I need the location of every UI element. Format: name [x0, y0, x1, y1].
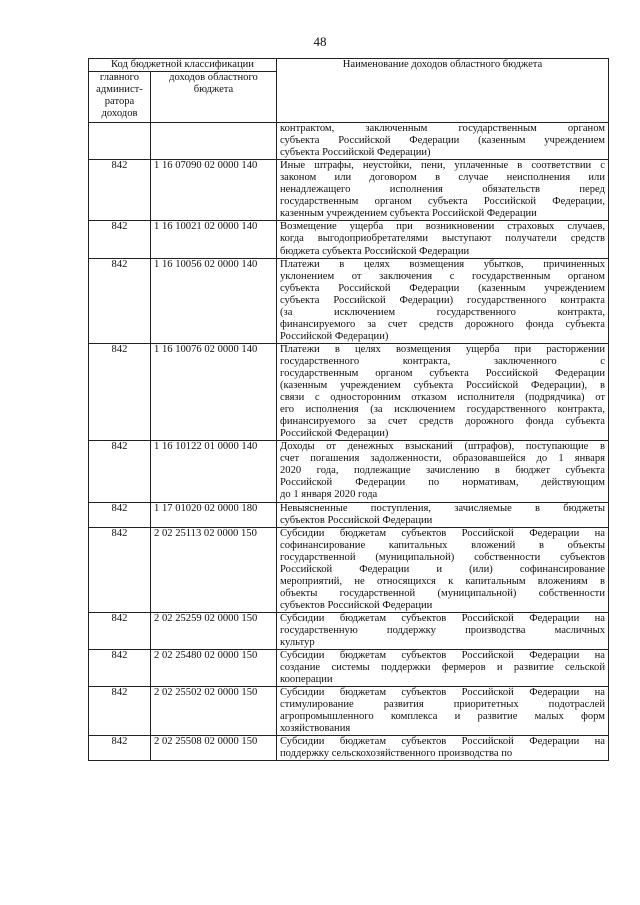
name-line: связи с односторонним отказом исполнителя (подрядчика) от	[280, 392, 605, 404]
name-line: хозяйствования	[280, 723, 351, 735]
table-row	[89, 123, 609, 160]
income-name-cell	[277, 258, 609, 343]
name-line: субъектов Российской Федерации	[280, 599, 433, 611]
name-line: Субсидии бюджетам субъектов Российской Федерации на	[280, 650, 605, 662]
income-name-cell	[277, 160, 609, 221]
name-line: агропромышленного комплекса и развитие малых форм	[280, 711, 605, 723]
income-code-cell: 1 16 10122 01 0000 140	[151, 441, 277, 502]
income-code-cell: 1 17 01020 02 0000 180	[151, 502, 277, 527]
table-body	[89, 123, 609, 761]
table-row	[89, 687, 609, 736]
name-line: финансируемого за счет средств дорожного фонда субъекта	[280, 318, 605, 330]
name-line: казенным учреждением субъекта Российской Федерации	[280, 208, 537, 220]
admin-code-cell: 842	[89, 527, 151, 612]
table-row	[89, 502, 609, 527]
name-line: субъекта Российской Федерации)	[280, 147, 431, 159]
income-code-cell: 2 02 25502 02 0000 150	[151, 687, 277, 736]
budget-classification-table	[88, 58, 609, 761]
income-name-cell	[277, 123, 609, 160]
table-row	[89, 343, 609, 440]
admin-code-cell: 842	[89, 736, 151, 761]
header-admin-column: главного админист-ратора доходов	[89, 72, 151, 123]
admin-code-cell: 842	[89, 502, 151, 527]
name-line: ненадлежащего исполнения обязательств перед	[280, 184, 605, 196]
name-line: государственного контракта, заключенного с	[280, 355, 605, 367]
name-line: Российской Федерации и (или) софинансирование	[280, 563, 605, 575]
income-code-cell: 1 16 10076 02 0000 140	[151, 343, 277, 440]
name-line: уклонением от заключения с государственным органом	[280, 270, 605, 282]
table-row	[89, 650, 609, 687]
name-line: Платежи в целях возмещения ущерба при расторжении	[280, 343, 605, 355]
name-line: (за исключением государственного контракта,	[280, 306, 605, 318]
name-line: Иные штрафы, неустойки, пени, уплаченные в соответствии с	[280, 160, 605, 172]
name-line: мероприятий, не относящихся к капитальным вложениям в	[280, 575, 605, 587]
income-code-cell: 1 16 10056 02 0000 140	[151, 258, 277, 343]
income-name-cell	[277, 687, 609, 736]
admin-code-cell: 842	[89, 441, 151, 502]
name-line: Возмещение ущерба при возникновении страховых случаев,	[280, 221, 605, 233]
table-row	[89, 736, 609, 761]
name-line: Субсидии бюджетам субъектов Российской Федерации на	[280, 527, 605, 539]
name-line: счет погашения задолженности, образовавшейся до 1 января	[280, 453, 605, 465]
name-line: стимулирование развития приоритетных подотраслей	[280, 699, 605, 711]
income-name-cell	[277, 736, 609, 761]
name-line: государственной (муниципальной) собственности субъектов	[280, 551, 605, 563]
table-row	[89, 258, 609, 343]
admin-code-cell: 842	[89, 650, 151, 687]
table-row	[89, 527, 609, 612]
name-line: Российской Федерации по нормативам, действующим	[280, 477, 605, 489]
table-row	[89, 612, 609, 649]
income-code-cell: 1 16 07090 02 0000 140	[151, 160, 277, 221]
header-income-column: доходов областного бюджета	[151, 72, 277, 123]
name-line: поддержку сельскохозяйственного производства по	[280, 748, 513, 760]
income-code-cell	[151, 123, 277, 160]
income-name-cell	[277, 343, 609, 440]
name-line: когда выгодоприобретателями выступают получатели средств	[280, 233, 605, 245]
income-code-cell: 2 02 25480 02 0000 150	[151, 650, 277, 687]
table-row	[89, 160, 609, 221]
income-code-cell: 2 02 25113 02 0000 150	[151, 527, 277, 612]
name-line: создание системы поддержки фермеров и развитие сельской	[280, 662, 605, 674]
income-code-cell: 1 16 10021 02 0000 140	[151, 221, 277, 258]
name-line: его исполнения (за исключением государственного контракта,	[280, 404, 605, 416]
income-name-cell	[277, 650, 609, 687]
income-name-cell	[277, 527, 609, 612]
name-line: Субсидии бюджетам субъектов Российской Федерации на	[280, 687, 605, 699]
name-line: государственным органом субъекта Российской Федерации	[280, 367, 605, 379]
name-line: субъекта Российской Федерации (казенным учреждением	[280, 282, 605, 294]
name-line: софинансирование капитальных вложений в объекты	[280, 539, 605, 551]
header-name-column: Наименование доходов областного бюджета	[277, 59, 609, 123]
table-row	[89, 441, 609, 502]
name-line: законом или договором в случае неисполнения или	[280, 172, 605, 184]
name-line: до 1 января 2020 года	[280, 489, 378, 501]
name-line: финансируемого за счет средств дорожного фонда субъекта	[280, 416, 605, 428]
name-line: субъекта Российской Федерации) государственного контракта	[280, 294, 605, 306]
income-name-cell	[277, 441, 609, 502]
admin-code-cell: 842	[89, 687, 151, 736]
name-line: государственную поддержку производства масличных	[280, 624, 605, 636]
page-number: 48	[313, 34, 327, 49]
name-line: (казенным учреждением субъекта Российской Федерации), в	[280, 380, 605, 392]
name-line: субъектов Российской Федерации	[280, 514, 433, 526]
name-line: культур	[280, 637, 315, 649]
name-line: 2020 года, подлежащие зачислению в бюджет субъекта	[280, 465, 605, 477]
name-line: контрактом, заключенным государственным органом	[280, 123, 605, 135]
name-line: кооперации	[280, 674, 333, 686]
income-name-cell	[277, 221, 609, 258]
admin-code-cell: 842	[89, 258, 151, 343]
income-code-cell: 2 02 25259 02 0000 150	[151, 612, 277, 649]
admin-code-cell: 842	[89, 221, 151, 258]
header-classification-code: Код бюджетной классификации	[89, 59, 277, 72]
name-line: Российской Федерации)	[280, 428, 389, 440]
name-line: субъекта Российской Федерации (казенным учреждением	[280, 135, 605, 147]
name-line: Платежи в целях возмещения убытков, причиненных	[280, 258, 605, 270]
table-row	[89, 221, 609, 258]
name-line: Доходы от денежных взысканий (штрафов), поступающие в	[280, 441, 605, 453]
name-line: бюджета субъекта Российской Федерации	[280, 245, 470, 257]
name-line: Невыясненные поступления, зачисляемые в бюджеты	[280, 502, 605, 514]
admin-code-cell	[89, 123, 151, 160]
income-name-cell	[277, 612, 609, 649]
name-line: объекты государственной (муниципальной) собственности	[280, 587, 605, 599]
income-code-cell: 2 02 25508 02 0000 150	[151, 736, 277, 761]
name-line: Субсидии бюджетам субъектов Российской Федерации на	[280, 736, 605, 748]
name-line: Российской Федерации)	[280, 330, 389, 342]
header-row-group	[89, 59, 609, 72]
admin-code-cell: 842	[89, 160, 151, 221]
name-line: государственным органом субъекта Российской Федерации,	[280, 196, 605, 208]
income-name-cell	[277, 502, 609, 527]
admin-code-cell: 842	[89, 343, 151, 440]
admin-code-cell: 842	[89, 612, 151, 649]
name-line: Субсидии бюджетам субъектов Российской Федерации на	[280, 612, 605, 624]
